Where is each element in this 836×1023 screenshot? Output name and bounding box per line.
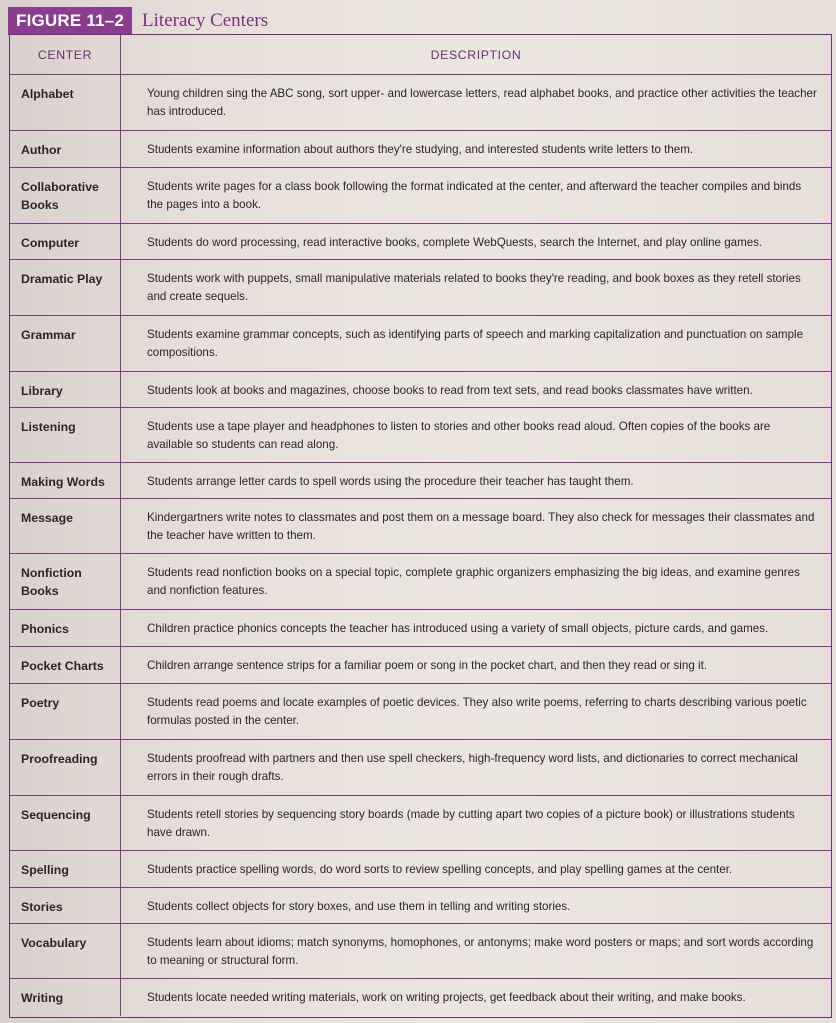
center-name: Sequencing: [10, 796, 121, 850]
table-header-row: [10, 35, 831, 75]
literacy-centers-table: [9, 34, 832, 1018]
table-row: [10, 499, 831, 554]
center-name: Vocabulary: [10, 924, 121, 978]
table-row: [10, 260, 831, 316]
table-row: [10, 168, 831, 224]
center-description: Young children sing the ABC song, sort upper- and lowercase letters, read alphabet books, and practice other activities the teacher has introduced.: [147, 87, 817, 118]
center-description: Students do word processing, read interactive books, complete WebQuests, search the Internet, and play online games.: [147, 236, 763, 249]
center-name: Nonfiction Books: [10, 554, 121, 609]
header-center: CENTER: [10, 35, 121, 74]
center-description: Students collect objects for story boxes, and use them in telling and writing stories.: [147, 900, 571, 913]
center-name: Alphabet: [10, 75, 121, 130]
center-name: Collaborative Books: [10, 168, 121, 223]
table-row: [10, 851, 831, 888]
center-name: Writing: [10, 979, 121, 1016]
figure-label: FIGURE 11–2: [8, 7, 132, 35]
center-name: Grammar: [10, 316, 121, 371]
center-description: Students proofread with partners and then use spell checkers, high-frequency word lists, and dictionaries to correct mechanical errors in their rough drafts.: [147, 752, 798, 783]
center-name: Stories: [10, 888, 121, 923]
center-description: Students look at books and magazines, choose books to read from text sets, and read books classmates have written.: [147, 384, 753, 397]
table-row: [10, 408, 831, 463]
center-description: Students learn about idioms; match synonyms, homophones, or antonyms; make word posters or maps; and sort words according to meaning or structural form.: [147, 936, 814, 967]
table-row: [10, 888, 831, 924]
center-description: Students arrange letter cards to spell words using the procedure their teacher has taught them.: [147, 475, 634, 488]
table-row: [10, 372, 831, 408]
center-description: Students read nonfiction books on a special topic, complete graphic organizers emphasizing the big ideas, and examine genres and nonfiction features.: [147, 566, 800, 597]
table-row: [10, 740, 831, 796]
table-row: [10, 924, 831, 979]
table-row: [10, 610, 831, 647]
table-row: [10, 224, 831, 260]
table-row: [10, 796, 831, 851]
center-description: Students locate needed writing materials, work on writing projects, get feedback about their writing, and make books.: [147, 991, 746, 1004]
center-description: Children arrange sentence strips for a familiar poem or song in the pocket chart, and then they read or sing it.: [147, 659, 708, 672]
header-description: DESCRIPTION: [430, 48, 522, 62]
center-description: Students work with puppets, small manipulative materials related to books they're reading, and book boxes as they retell stories and create sequels.: [147, 272, 801, 303]
center-description: Kindergartners write notes to classmates and post them on a message board. They also check for messages their classmates and the teacher have written to them.: [147, 511, 815, 542]
center-name: Computer: [10, 224, 121, 259]
center-description: Students practice spelling words, do word sorts to review spelling concepts, and play spelling games at the center.: [147, 863, 733, 876]
table-row: [10, 979, 831, 1016]
center-description: Students read poems and locate examples of poetic devices. They also write poems, referring to charts describing various poetic formulas posted in the center.: [147, 696, 807, 727]
center-name: Pocket Charts: [10, 647, 121, 683]
center-description: Students examine grammar concepts, such as identifying parts of speech and marking capitalization and punctuation on sample compositions.: [147, 328, 804, 359]
center-name: Phonics: [10, 610, 121, 646]
table-row: [10, 463, 831, 499]
table-body: [10, 75, 831, 1016]
table-row: [10, 316, 831, 372]
center-name: Library: [10, 372, 121, 407]
center-name: Listening: [10, 408, 121, 462]
center-name: Message: [10, 499, 121, 553]
table-row: [10, 684, 831, 740]
table-row: [10, 131, 831, 168]
center-name: Dramatic Play: [10, 260, 121, 315]
center-name: Poetry: [10, 684, 121, 739]
table-row: [10, 647, 831, 684]
center-description: Students write pages for a class book following the format indicated at the center, and afterward the teacher compiles and binds the pages into a book.: [147, 180, 802, 211]
center-name: Spelling: [10, 851, 121, 887]
center-name: Proofreading: [10, 740, 121, 795]
center-name: Making Words: [10, 463, 121, 498]
center-description: Students retell stories by sequencing story boards (made by cutting apart two copies of a picture book) or illustrations students have drawn.: [147, 808, 795, 839]
center-name: Author: [10, 131, 121, 167]
table-row: [10, 75, 831, 131]
center-description: Children practice phonics concepts the teacher has introduced using a variety of small objects, picture cards, and games.: [147, 622, 769, 635]
figure-title: Literacy Centers: [142, 10, 269, 31]
figure-header: [8, 8, 268, 34]
center-description: Students examine information about authors they're studying, and interested students write letters to them.: [147, 143, 694, 156]
table-row: [10, 554, 831, 610]
center-description: Students use a tape player and headphones to listen to stories and other books read aloud. Often copies of the books are available so students can read along.: [147, 420, 771, 451]
